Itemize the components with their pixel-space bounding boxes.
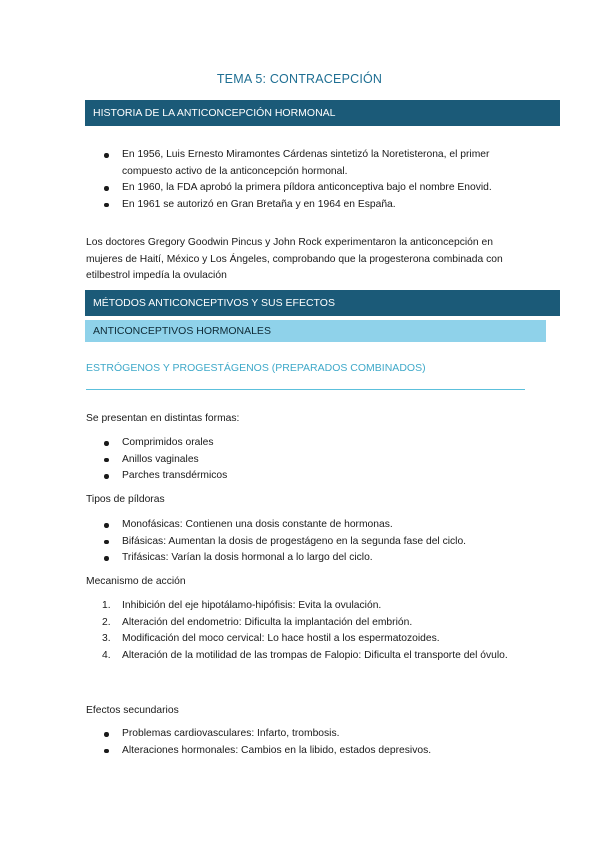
forms-label: Se presentan en distintas formas: xyxy=(86,413,240,424)
list-item-text: Inhibición del eje hipotálamo-hipófisis: Evita la ovulación. xyxy=(122,600,382,611)
page-title: TEMA 5: CONTRACEPCIÓN xyxy=(216,72,383,86)
list-number: 1. xyxy=(102,600,111,611)
list-item: Bifásicas: Aumentan la dosis de progestágeno en la segunda fase del ciclo. xyxy=(86,534,526,551)
subsection-heading-hormonal: ANTICONCEPTIVOS HORMONALES xyxy=(85,320,546,342)
list-item: En 1956, Luis Ernesto Miramontes Cárdenas sintetizó la Noretisterona, el primer compuesto activo de la anticoncepción hormonal. xyxy=(86,147,526,180)
list-number: 3. xyxy=(102,633,111,644)
topic-heading: ESTRÓGENOS Y PROGESTÁGENOS (PREPARADOS COMBINADOS) xyxy=(86,362,426,374)
pill-types-label: Tipos de píldoras xyxy=(86,494,165,505)
section-heading-methods: MÉTODOS ANTICONCEPTIVOS Y SUS EFECTOS xyxy=(85,290,560,316)
list-item: En 1961 se autorizó en Gran Bretaña y en 1964 en España. xyxy=(86,197,526,214)
mechanism-list xyxy=(86,598,526,664)
list-item: Monofásicas: Contienen una dosis constante de hormonas. xyxy=(86,517,526,534)
section-heading-history: HISTORIA DE LA ANTICONCEPCIÓN HORMONAL xyxy=(85,100,560,126)
list-item-text: Modificación del moco cervical: Lo hace hostil a los espermatozoides. xyxy=(122,633,440,644)
list-item xyxy=(86,648,526,665)
side-effects-list xyxy=(86,726,526,759)
pill-types-list xyxy=(86,517,526,567)
list-item: Trifásicas: Varían la dosis hormonal a lo largo del ciclo. xyxy=(86,550,526,567)
list-item: Comprimidos orales xyxy=(86,435,526,452)
list-item xyxy=(86,615,526,632)
list-item-text: Alteración del endometrio: Dificulta la implantación del embrión. xyxy=(122,616,413,628)
history-paragraph: Los doctores Gregory Goodwin Pincus y John Rock experimentaron la anticoncepción en mujeres de Haití, México y Los Ángeles, comprobando que la progesterona combinada con etilbestrol impedía la ovulación xyxy=(86,237,503,281)
list-number: 2. xyxy=(102,616,111,628)
list-item xyxy=(86,631,526,648)
forms-list xyxy=(86,435,526,485)
list-item: En 1960, la FDA aprobó la primera píldora anticonceptiva bajo el nombre Enovid. xyxy=(86,180,526,197)
topic-divider xyxy=(86,389,525,390)
list-item: Parches transdérmicos xyxy=(86,468,526,485)
list-item: Alteraciones hormonales: Cambios en la libido, estados depresivos. xyxy=(86,743,526,760)
list-item xyxy=(86,598,526,615)
side-effects-label: Efectos secundarios xyxy=(86,705,179,716)
list-item: Problemas cardiovasculares: Infarto, trombosis. xyxy=(86,726,526,743)
list-number: 4. xyxy=(102,649,111,661)
mechanism-label: Mecanismo de acción xyxy=(86,576,186,587)
list-item: Anillos vaginales xyxy=(86,452,526,469)
list-item-text: Alteración de la motilidad de las trompas de Falopio: Dificulta el transporte del óvulo. xyxy=(122,649,508,661)
history-bullet-list xyxy=(86,147,526,213)
